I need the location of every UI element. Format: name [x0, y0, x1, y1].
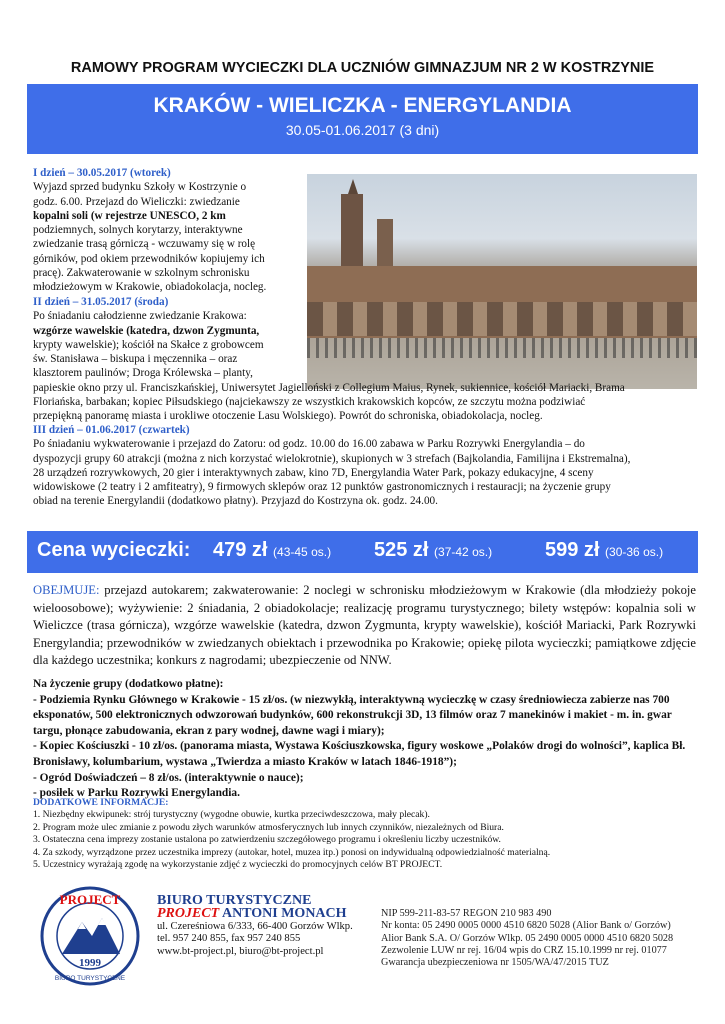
- registration-line: Gwarancja ubezpieczeniowa nr 1505/WA/47/2015 TUZ: [381, 957, 609, 969]
- day-line: 28 urządzeń rozrywkowych, 20 gier i interaktywnych zabaw, kino 7D, Energylandia Water Park, pokazy edukacyjne, 4 sceny: [33, 466, 594, 479]
- price-item: [545, 539, 663, 562]
- includes-section: [33, 582, 696, 670]
- day-1-heading: I dzień – 30.05.2017 (wtorek): [33, 167, 171, 179]
- day-line: zwiedzanie trasą górniczą - wczuwamy się w rolę: [33, 238, 256, 251]
- registration-line: Alior Bank S.A. O/ Gorzów Wlkp. 05 2490 0005 0000 4510 6820 5028: [381, 932, 674, 944]
- registration-line: NIP 599-211-83-57 REGON 210 983 490: [381, 908, 552, 919]
- day-line: wzgórze wawelskie (katedra, dzwon Zygmunta,: [33, 324, 260, 337]
- logo-word: PROJECT: [59, 892, 121, 907]
- banner-title: KRAKÓW - WIELICZKA - ENERGYLANDIA: [153, 94, 572, 117]
- company-name-line2: [157, 905, 353, 921]
- additional-info-section: [33, 797, 696, 871]
- optional-item: - Podziemia Rynku Głównego w Krakowie - 15 zł/os. (w niezwykłą, interaktywną wycieczkę w czasy średniowiecza zabierze nas 700 eksponatów, 500 elektronicznych odwzorowań budynków, 600 rekonstrukcji 3D, 13 filmów oraz 7 manekinów i makiet - m. in. gwar targu, płonące zabudowania, ekran z pary wodnej, dawne wagi i miary);: [33, 693, 672, 737]
- day-line: papieskie okno przy ul. Franciszkańskiej, Uniwersytet Jagielloński z Collegium Maius, Rynek, sukiennice, kościół Mariacki, Brama: [33, 381, 625, 394]
- day-line: św. Stanisława – biskupa i męczennika – oraz: [33, 353, 238, 366]
- info-item: 3. Ostateczna cena imprezy zostanie ustalona po zatwierdzeniu szczegółowego programu i określeniu liczby uczestników.: [33, 834, 501, 846]
- optional-item: - Kopiec Kościuszki - 10 zł/os. (panorama miasta, Wystawa Kościuszkowska, figury woskowe „Polaków drogi do wolności”, kaplica Bł. Bronisławy, kolumbarium, wystawa „Twierdza a miasto Kraków w latach 1846-1918”);: [33, 740, 686, 768]
- company-registration: [381, 908, 673, 969]
- day-line: górników, pod okiem przewodników kopiujemy ich: [33, 252, 265, 265]
- registration-line: Zezwolenie LUW nr rej. 16/04 wpis do CRZ 15.10.1999 nr rej. 01077: [381, 944, 667, 956]
- info-heading: DODATKOWE INFORMACJE:: [33, 797, 169, 808]
- day-line: klasztorem paulinów; Droga Królewska – planty,: [33, 367, 253, 380]
- day-line: Floriańska, barbakan; kopiec Piłsudskiego (najciekawszy ze wszystkich krakowskich kopców, ze szczytu można podziwiać: [33, 396, 586, 409]
- day-line: krypty wawelskie); kościół na Skałce z grobowcem: [33, 338, 264, 351]
- banner-dates: 30.05-01.06.2017 (3 dni): [285, 122, 440, 138]
- day-3-section: [33, 423, 696, 509]
- info-item: 1. Niezbędny ekwipunek: strój turystyczny (wygodne obuwie, kurtka przeciwdeszczowa, mały plecak).: [33, 809, 430, 821]
- info-item: 5. Uczestnicy wyrażają zgodę na wykorzystanie zdjęć z wycieczki do promocyjnych celów BT PROJECT.: [33, 859, 443, 871]
- company-web: www.bt-project.pl, biuro@bt-project.pl: [157, 946, 324, 958]
- price-group: (43-45 os.): [273, 545, 332, 559]
- day-line: młodzieżowym w Krakowie, obiadokolacja, nocleg.: [33, 281, 267, 294]
- includes-text: przejazd autokarem; zakwaterowanie: 2 noclegi w schronisku młodzieżowym w Krakowie (dla młodzieży pokoje wieloosobowe); wyżywienie: 2 śniadania, 2 obiadokolacje; realizację programu turystycznego; bilety wstępów: kopalnia soli w Wieliczce (trasa górnicza), wzgórze wawelskie (katedra, dzwon Zygmunta, krypty wawelskie), kościół Mariacki, Park Rozrywki Energylandia; przewodników w zwiedzanych obiektach i przewodnika po Krakowie; opiekę pilota wycieczki; pamiątkowe zdjęcie dla każdego uczestnika; konkurs z nagrodami; ubezpieczenie od NNW.: [33, 583, 696, 667]
- company-contact: [157, 895, 353, 959]
- company-name-line1: BIURO TURYSTYCZNE: [157, 893, 312, 908]
- document-title: RAMOWY PROGRAM WYCIECZKI DLA UCZNIÓW GIMNAZJUM NR 2 W KOSTRZYNIE: [70, 60, 655, 76]
- day-2-heading: II dzień – 31.05.2017 (środa): [33, 296, 169, 308]
- price-group: (30-36 os.): [605, 545, 664, 559]
- price-item: [374, 539, 492, 562]
- price-bar: [27, 531, 698, 573]
- company-address: ul. Czereśniowa 6/333, 66-400 Gorzów Wlkp.: [157, 920, 353, 932]
- day-1-section: [33, 166, 295, 295]
- day-2-section: [33, 295, 696, 424]
- day-line: Po śniadaniu wykwaterowanie i przejazd do Zatoru: od godz. 10.00 do 16.00 zabawa w Parku Rozrywki Energylandia – do: [33, 438, 585, 451]
- day-line: kopalni soli (w rejestrze UNESCO, 2 km: [33, 209, 226, 222]
- logo-graphic: [30, 884, 150, 988]
- day-line: obiad na terenie Energylandii (dodatkowo płatny). Przyjazd do Kostrzyna ok. godz. 24.00.: [33, 495, 438, 508]
- company-phone: tel. 957 240 855, fax 957 240 855: [157, 933, 301, 945]
- day-line: pracę). Zakwaterowanie w szkolnym schronisku: [33, 267, 250, 280]
- optional-item: - posiłek w Parku Rozrywki Energylandia.: [33, 787, 240, 800]
- includes-heading: OBEJMUJE:: [33, 583, 100, 597]
- optional-heading: Na życzenie grupy (dodatkowo płatne):: [33, 678, 224, 690]
- day-line: widowiskowe (2 teatry i 2 amfiteatry), 9 firmowych sklepów oraz 12 punktów gastronomicznych i restauracji; na życzenie grupy: [33, 481, 611, 494]
- title-banner: [27, 84, 698, 154]
- price-value: 525 zł: [374, 539, 429, 561]
- price-group: (37-42 os.): [434, 545, 493, 559]
- day-line: przepiękną panoramę miasta i urokliwe otoczenie Lasu Wolskiego). Powrót do schroniska, obiadokolacja, nocleg.: [33, 410, 543, 423]
- company-brand: PROJECT: [157, 905, 220, 921]
- optional-section: [33, 677, 696, 802]
- company-owner: ANTONI MONACH: [219, 905, 347, 921]
- day-line: dyspozycji grupy 60 atrakcji (można z nich korzystać wielokrotnie), skupionych w 3 strefach (Bajkolandia, Familijna i Ekstremalna),: [33, 452, 631, 465]
- day-line: Wyjazd sprzed budynku Szkoły w Kostrzynie o: [33, 181, 247, 194]
- price-value: 599 zł: [545, 539, 600, 561]
- optional-item: - Ogród Doświadczeń – 8 zł/os. (interaktywnie o nauce);: [33, 771, 304, 784]
- day-line: Po śniadaniu całodzienne zwiedzanie Krakowa:: [33, 310, 247, 323]
- logo-year: 1999: [79, 957, 101, 969]
- info-item: 2. Program może ulec zmianie z powodu złych warunków atmosferycznych lub innych czynników, niezależnych od Biura.: [33, 821, 504, 833]
- project-logo: [30, 884, 150, 988]
- price-label: Cena wycieczki:: [37, 539, 191, 561]
- registration-line: Nr konta: 05 2490 0005 0000 4510 6820 5028 (Alior Bank o/ Gorzów): [381, 920, 671, 932]
- day-line: podziemnych, solnych korytarzy, interaktywne: [33, 224, 243, 237]
- day-line: godz. 6.00. Przejazd do Wieliczki: zwiedzanie: [33, 195, 240, 208]
- info-item: 4. Za szkody, wyrządzone przez uczestnika imprezy (autokar, hotel, muzea itp.) ponosi on indywidualną odpowiedzialność materialną.: [33, 846, 551, 858]
- price-value: 479 zł: [213, 539, 268, 561]
- logo-caption: BIURO TURYSTYCZNE: [54, 975, 126, 982]
- price-item: [213, 539, 331, 562]
- day-3-heading: III dzień – 01.06.2017 (czwartek): [33, 424, 190, 436]
